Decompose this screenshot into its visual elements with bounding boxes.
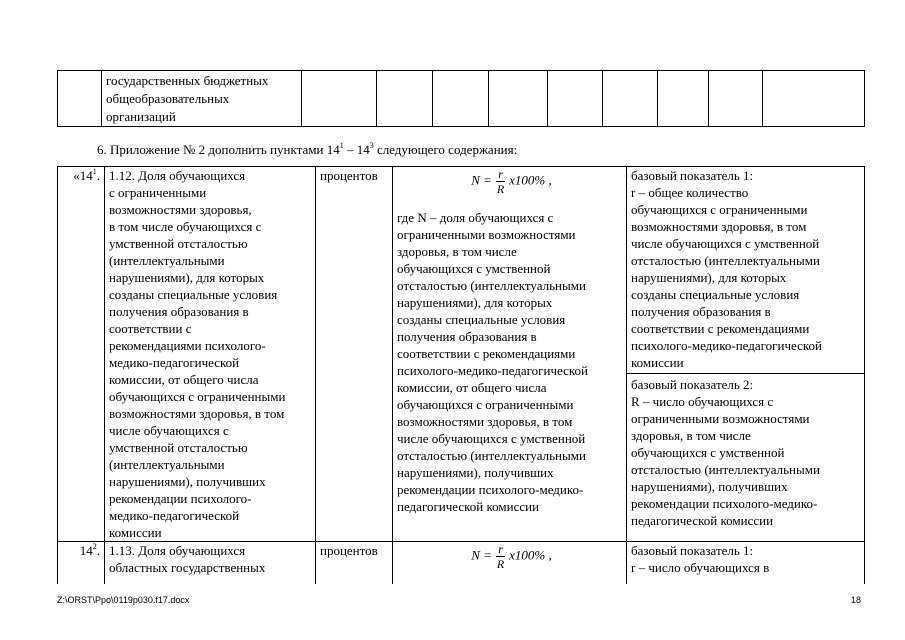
- text-line: созданы специальные условия: [397, 312, 566, 327]
- text-line: возможностями здоровья, в том: [109, 406, 285, 421]
- table-cell: [763, 71, 865, 127]
- text-line: областных государственных: [109, 560, 266, 575]
- superscript: 3: [369, 141, 374, 150]
- cell-text: [102, 71, 301, 126]
- text-line: нарушениями), для которых: [397, 295, 553, 310]
- basis-cell: [627, 167, 865, 542]
- unit-text: процентов: [320, 168, 378, 183]
- superscript: 2: [92, 542, 97, 551]
- text-line: возможностями здоровья,: [109, 202, 252, 217]
- text-line: возможностями здоровья, в том: [631, 219, 807, 234]
- indicators-table: [57, 166, 865, 584]
- table-row: [58, 542, 865, 585]
- text-line: получения образования в: [109, 304, 249, 319]
- text-line: соответствии с: [109, 321, 192, 336]
- table-cell: [58, 71, 102, 127]
- formula: [397, 542, 626, 584]
- text-line: нарушениями), для которых: [631, 270, 787, 285]
- text-line: рекомендациями психолого-: [109, 338, 266, 353]
- text-line: числе обучающихся с умственной: [397, 431, 586, 446]
- table-cell: [489, 71, 548, 127]
- text-line: 1.13. Доля обучающихся: [109, 543, 246, 558]
- basis-cell: [627, 542, 865, 585]
- text-line: нарушениями), получивших: [397, 465, 554, 480]
- text-line: в том числе обучающихся с: [109, 219, 262, 234]
- unit-cell: [316, 542, 393, 585]
- previous-table-fragment: [57, 70, 865, 127]
- text-line: r – общее количество: [631, 185, 749, 200]
- text-line: медико-педагогической: [109, 355, 240, 370]
- fraction-denominator: R: [496, 557, 505, 571]
- text-line: базовый показатель 1:: [631, 168, 754, 183]
- text-line: обучающихся с ограниченными: [631, 202, 808, 217]
- text-line: медико-педагогической: [109, 508, 240, 523]
- text-line: ограниченными возможностями: [397, 227, 576, 242]
- table-row: [58, 71, 865, 127]
- text-line: комиссии: [109, 525, 162, 540]
- text-line: где N – доля обучающихся с: [397, 210, 554, 225]
- row-number-cell: [58, 542, 105, 585]
- text-line: здоровья, в том числе: [631, 428, 751, 443]
- footer-file-path: Z:\ORST\Ppo\0119p030.f17.docx: [57, 595, 190, 605]
- text-line: возможностями здоровья, в том: [397, 414, 573, 429]
- text-line: общеобразовательных: [106, 91, 230, 106]
- text-line: отсталостью (интеллектуальными: [397, 278, 586, 293]
- table-cell: [377, 71, 433, 127]
- row-number: 14: [79, 543, 93, 558]
- text-line: отсталостью (интеллектуальными: [397, 448, 586, 463]
- footer-page-number: 18: [851, 595, 862, 605]
- text-line: комиссии: [631, 355, 684, 370]
- text-line: умственной отсталостью: [109, 440, 248, 455]
- text-line: обучающихся с ограниченными: [109, 389, 286, 404]
- table-cell: [603, 71, 658, 127]
- text-line: рекомендации психолого-медико-: [397, 482, 584, 497]
- text-line: нарушениями), получивших: [109, 474, 266, 489]
- text-line: r – число обучающихся в: [631, 560, 770, 575]
- unit-cell: [316, 167, 393, 542]
- table-row: [58, 167, 865, 542]
- text-line: комиссии, от общего числа: [109, 372, 259, 387]
- text-line: здоровья, в том числе: [397, 244, 517, 259]
- table-cell: [709, 71, 763, 127]
- paragraph-text: следующего содержания:: [373, 142, 518, 157]
- text-line: психолого-медико-педагогической: [397, 363, 588, 378]
- formula-rhs: x100% ,: [509, 172, 552, 188]
- text-line: 1.12. Доля обучающихся: [109, 168, 246, 183]
- row-number: «14: [73, 168, 93, 183]
- text-line: числе обучающихся с умственной: [631, 236, 820, 251]
- text-line: отсталостью (интеллектуальными: [631, 462, 820, 477]
- formula-fraction: [496, 542, 505, 571]
- superscript: 1: [92, 167, 97, 176]
- text-line: государственных бюджетных: [106, 73, 269, 88]
- text-line: соответствии с рекомендациями: [397, 346, 576, 361]
- text-line: (интеллектуальными: [109, 253, 225, 268]
- row-number-cell: [58, 167, 105, 542]
- formula-lhs: N =: [471, 172, 492, 188]
- text-line: педагогической комиссии: [631, 513, 774, 528]
- text-line: нарушениями), для которых: [109, 270, 265, 285]
- text-line: базовый показатель 1:: [631, 543, 754, 558]
- indicator-name-cell: [105, 542, 316, 585]
- formula: [397, 167, 626, 209]
- superscript: 1: [339, 141, 344, 150]
- formula-cell: [393, 542, 627, 585]
- text-line: обучающихся с ограниченными: [397, 397, 574, 412]
- amendment-paragraph: [97, 141, 517, 158]
- text-line: комиссии, от общего числа: [397, 380, 547, 395]
- text-line: числе обучающихся с: [109, 423, 229, 438]
- text-line: соответствии с рекомендациями: [631, 321, 810, 336]
- paragraph-text: – 14: [343, 142, 370, 157]
- text-line: базовый показатель 2:: [631, 377, 754, 392]
- text-line: созданы специальные условия: [631, 287, 800, 302]
- text-line: (интеллектуальными: [109, 457, 225, 472]
- text-line: получения образования в: [631, 304, 771, 319]
- basis-indicator-1: [631, 167, 864, 371]
- indicator-name-cell: [105, 167, 316, 542]
- fraction-denominator: R: [496, 182, 505, 196]
- text-line: рекомендации психолого-медико-: [631, 496, 818, 511]
- text-line: созданы специальные условия: [109, 287, 278, 302]
- formula-cell: [393, 167, 627, 542]
- fraction-numerator: r: [498, 167, 503, 181]
- table-cell: [302, 71, 377, 127]
- basis-indicator-2: [627, 373, 865, 529]
- text-line: психолого-медико-педагогической: [631, 338, 822, 353]
- table-cell: [658, 71, 709, 127]
- text-line: обучающихся с умственной: [397, 261, 551, 276]
- table-cell: [433, 71, 489, 127]
- text-line: нарушениями), получивших: [631, 479, 788, 494]
- text-line: ограниченными возможностями: [631, 411, 810, 426]
- fraction-numerator: r: [498, 542, 503, 556]
- text-line: с ограниченными: [109, 185, 207, 200]
- text-line: умственной отсталостью: [109, 236, 248, 251]
- formula-lhs: N =: [471, 547, 492, 563]
- text-line: отсталостью (интеллектуальными: [631, 253, 820, 268]
- text-line: получения образования в: [397, 329, 537, 344]
- text-line: организаций: [106, 109, 176, 124]
- formula-fraction: [496, 167, 505, 196]
- text-line: обучающихся с умственной: [631, 445, 785, 460]
- unit-text: процентов: [320, 543, 378, 558]
- text-line: рекомендации психолого-: [109, 491, 252, 506]
- text-line: педагогической комиссии: [397, 499, 540, 514]
- row-number-suffix: .: [96, 543, 100, 558]
- row-number-suffix: .: [96, 168, 100, 183]
- table-cell: [102, 71, 302, 127]
- text-line: R – число обучающихся с: [631, 394, 774, 409]
- paragraph-text: 6. Приложение № 2 дополнить пунктами 14: [97, 142, 340, 157]
- formula-rhs: x100% ,: [509, 547, 552, 563]
- table-cell: [548, 71, 603, 127]
